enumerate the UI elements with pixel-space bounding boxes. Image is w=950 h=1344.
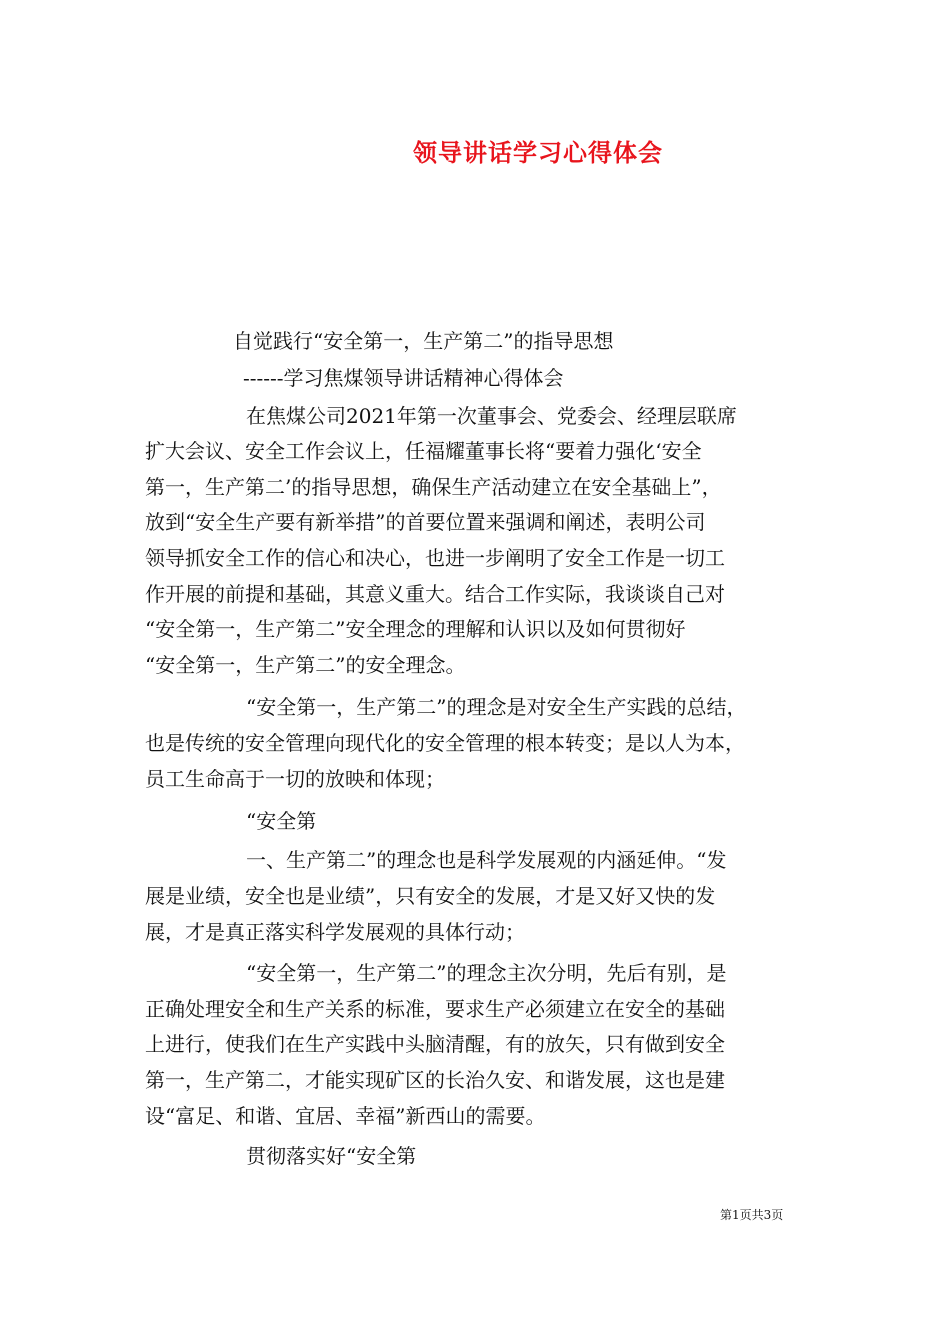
body-line: “安全第一，生产第二”的安全理念。 [145, 653, 466, 677]
body-line: “安全第一，生产第二”安全理念的理解和认识以及如何贯彻好 [145, 617, 686, 641]
body-line: 作开展的前提和基础，其意义重大。结合工作实际，我谈谈自己对 [145, 582, 725, 606]
body-line: 员工生命高于一切的放映和体现； [145, 767, 445, 791]
body-line: 扩大会议、安全工作会议上，任福耀董事长将“要着力强化‘安全 [145, 439, 702, 463]
body-line: 在焦煤公司2021年第一次董事会、党委会、经理层联席 [246, 404, 737, 428]
body-line: 放到“安全生产要有新举措”的首要位置来强调和阐述，表明公司 [145, 510, 706, 534]
body-line: 展是业绩，安全也是业绩”，只有安全的发展，才是又好又快的发 [145, 884, 716, 908]
body-line: 一、生产第二”的理念也是科学发展观的内涵延伸。“发 [246, 848, 727, 872]
body-line: 上进行，使我们在生产实践中头脑清醒，有的放矢，只有做到安全 [145, 1032, 725, 1056]
body-line: “安全第一，生产第二”的理念主次分明，先后有别，是 [246, 961, 727, 985]
body-line: 第一，生产第二，才能实现矿区的长治久安、和谐发展，这也是建 [145, 1068, 725, 1092]
body-line: 展，才是真正落实科学发展观的具体行动； [145, 920, 525, 944]
body-line: “安全第 [246, 809, 317, 833]
body-line: “安全第一，生产第二”的理念是对安全生产实践的总结， [246, 695, 747, 719]
subtitle-sub: ------学习焦煤领导讲话精神心得体会 [243, 366, 564, 390]
page-number: 第1页共3页 [720, 1208, 784, 1222]
body-line: 领导抓安全工作的信心和决心，也进一步阐明了安全工作是一切工 [145, 546, 725, 570]
body-line: 贯彻落实好“安全第 [246, 1144, 417, 1168]
subtitle: 自觉践行“安全第一，生产第二”的指导思想 [233, 329, 614, 353]
document-title: 领导讲话学习心得体会 [413, 139, 663, 167]
body-line: 也是传统的安全管理向现代化的安全管理的根本转变；是以人为本， [145, 731, 745, 755]
body-line: 正确处理安全和生产关系的标准，要求生产必须建立在安全的基础 [145, 997, 725, 1021]
body-line: 设“富足、和谐、宜居、幸福”新西山的需要。 [145, 1104, 546, 1128]
body-line: 第一，生产第二’的指导思想，确保生产活动建立在安全基础上”， [145, 475, 722, 499]
